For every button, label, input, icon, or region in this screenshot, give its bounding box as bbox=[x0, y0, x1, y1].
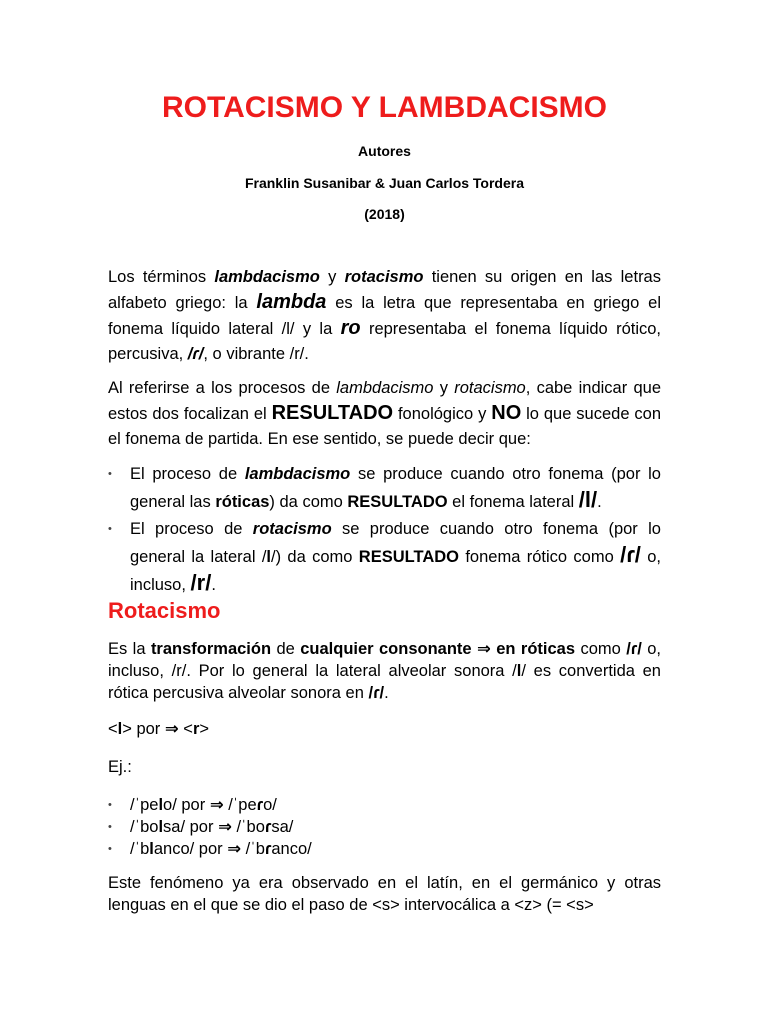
bullet-icon: • bbox=[108, 821, 112, 833]
intro-paragraph: Los términos lambdacismo y rotacismo tienen su origen en las letras alfabeto griego: la lambda es la letra que representaba en griego el fonema líquido lateral /l/ y la ro representaba el fonema líquido rótico, percusiva, /ɾ/, o vibrante /r/. bbox=[108, 268, 662, 363]
section-heading: Rotacismo bbox=[108, 598, 221, 623]
bullet-icon: • bbox=[108, 843, 112, 855]
list-item: • /ˈbolsa/ por ⇒ /ˈboɾsa/ bbox=[108, 818, 294, 836]
document-title: ROTACISMO Y LAMBDACISMO bbox=[161, 91, 607, 124]
list-item: • /ˈblanco/ por ⇒ /ˈbɾanco/ bbox=[108, 840, 312, 858]
bullet-icon: • bbox=[108, 523, 112, 535]
list-item: • El proceso de lambdacismo se produce cuando otro fonema (por lo general las róticas) da como RESULTADO el fonema lateral /l/. bbox=[108, 462, 661, 515]
authors-names: Franklin Susanibar & Juan Carlos Tordera bbox=[244, 175, 525, 191]
substitution-rule: <l> por ⇒ <r> bbox=[108, 720, 210, 738]
rotacismo-paragraph: Es la transformación de cualquier consonante ⇒ en róticas como /ɾ/ o, incluso, /r/. Por lo general la lateral alveolar sonora /l/ es convertida en rótica percusiva alveolar sonora en /ɾ/. bbox=[108, 640, 661, 702]
history-paragraph: Este fenómeno ya era observado en el latín, en el germánico y otras lenguas en el que se dio el paso de <s> intervocálica a <z> (= <s> bbox=[108, 874, 661, 914]
focus-paragraph: Al referirse a los procesos de lambdacismo y rotacismo, cabe indicar que estos dos focalizan el RESULTADO fonológico y NO lo que sucede con el fonema de partida. En ese sentido, se puede decir que: bbox=[108, 379, 662, 448]
authors-label: Autores bbox=[358, 143, 411, 159]
bullet-icon: • bbox=[108, 799, 112, 811]
examples-list bbox=[108, 794, 661, 860]
process-list bbox=[108, 462, 661, 598]
list-item: • El proceso de rotacismo se produce cuando otro fonema (por lo general la lateral /l/) da como RESULTADO fonema rótico como /ɾ/ o, incluso, /r/. bbox=[108, 517, 661, 598]
bullet-icon: • bbox=[108, 468, 112, 480]
publication-year: (2018) bbox=[364, 206, 405, 222]
list-item: • /ˈpelo/ por ⇒ /ˈpeɾo/ bbox=[108, 796, 277, 814]
examples-label: Ej.: bbox=[108, 758, 132, 776]
